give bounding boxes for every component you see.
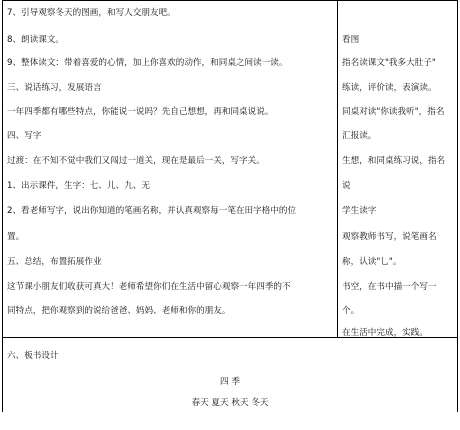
right-line-4: 同桌对读"你读我听"，指名 [342,107,445,117]
left-line-8: 1、出示课件，生字：七、儿、九、无 [7,181,150,191]
right-line-11: 书空，在书中描一个写一 [342,282,437,292]
right-line-9: 观察教师书写，说笔画名 [342,232,437,242]
left-line-2: 8、朗读课文。 [7,35,65,45]
left-line-12: 这节课小朋友们收获可真大！老师希望你们在生活中留心观察一年四季的不 [7,282,291,292]
right-line-8: 学生读字 [342,206,377,216]
left-line-13: 同特点，把你观察到的说给爸爸、妈妈、老师和你的朋友。 [7,306,231,316]
right-line-1: 看图 [342,35,360,45]
left-line-11: 五、总结，布置拓展作业 [7,257,102,267]
right-line-6: 生想，和同桌练习说，指名 [342,156,446,166]
right-line-5: 汇报读。 [342,131,377,141]
right-line-13: 在生活中完成，实践。 [342,328,428,338]
table-border-right [457,0,458,338]
left-line-9: 2、看老师写字，说出你知道的笔画名称，并认真观察每一笔在田字格中的位 [7,206,297,216]
left-line-7: 过渡：在不知不觉中我们又闯过一道关，现在是最后一关，写字关。 [7,156,265,166]
left-line-4: 三、说话练习，发展语言 [7,83,102,93]
left-line-5: 一年四季都有哪些特点，你能说一说吗？先自己想想，再和同桌说说。 [7,107,274,117]
right-line-7: 说 [342,181,351,191]
right-line-2: 指名读课文"我多大肚子" [342,58,436,68]
table-border-left [2,0,3,338]
board-design-heading: 六、板书设计 [7,351,59,361]
board-title: 四 季 [220,377,240,387]
right-line-3: 练读，评价读，表演读。 [342,83,437,93]
board-seasons-line: 春天 夏天 秋天 冬天 [191,398,269,408]
table-border-top [2,0,457,1]
left-line-6: 四、写字 [7,131,42,141]
right-line-12: 个。 [342,306,360,316]
left-line-1: 7、引导观察冬天的图画，和写人交朋友吧。 [7,8,176,18]
left-line-10: 置。 [7,232,25,242]
table-column-divider [337,0,338,338]
left-line-3: 9、整体读文：带着喜爱的心情，加上你喜欢的动作，和同桌之间读一读。 [7,58,288,68]
right-line-10: 称，认读"乚"。 [342,257,402,267]
